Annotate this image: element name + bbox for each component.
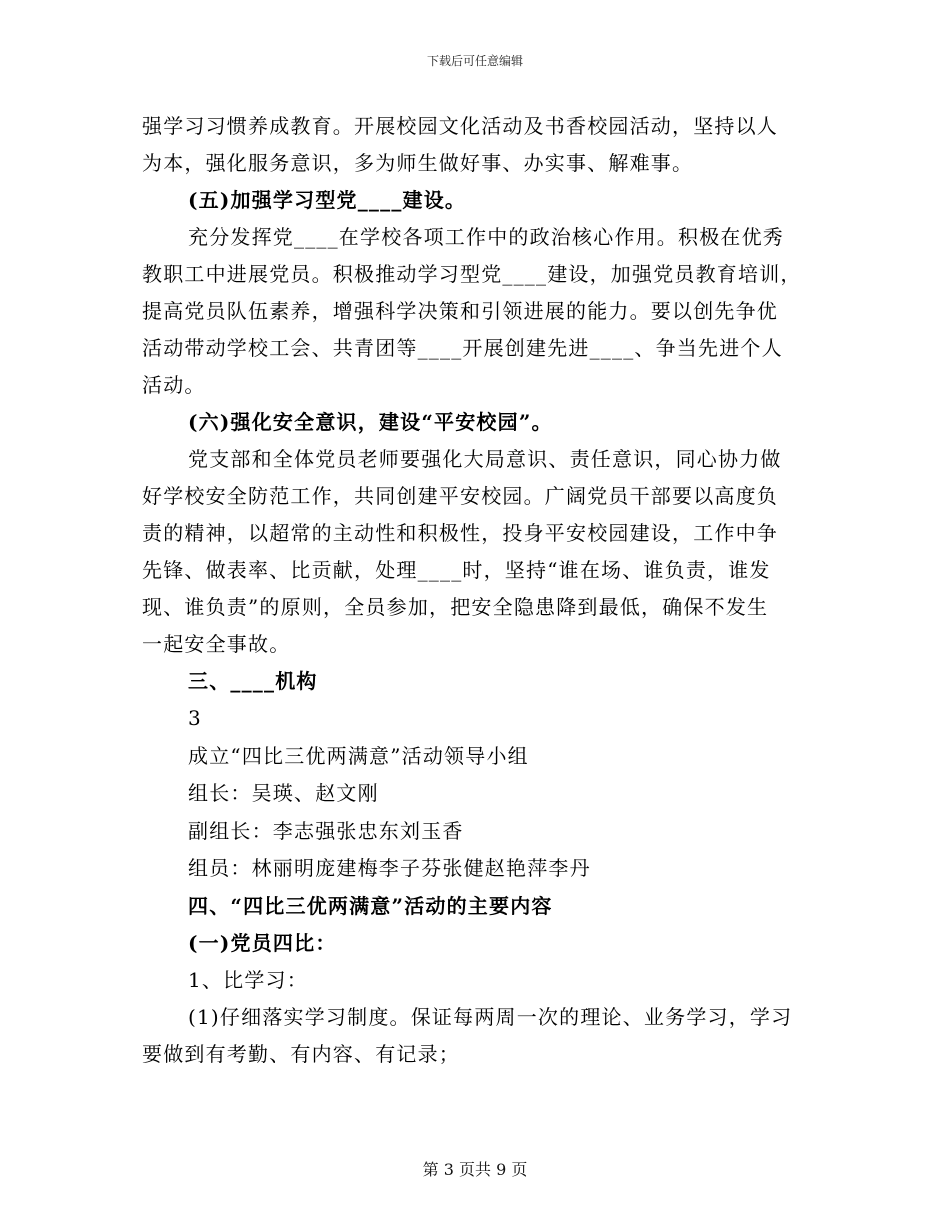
section-heading-6: (六)强化安全意识，建设“平安校园”。 [188,410,553,434]
paragraph-line: 活动带动学校工会、共青团等____开展创建先进____、争当先进个人 [142,336,783,360]
paragraph-line: (1)仔细落实学习制度。保证每两周一次的理论、业务学习，学习 [188,1004,793,1029]
paragraph-line: 要做到有考勤、有内容、有记录； [142,1041,460,1066]
page-footer: 第 3 页共 9 页 [422,1160,528,1179]
paragraph-line: 党支部和全体党员老师要强化大局意识、责任意识，同心协力做 [188,447,782,471]
document-body [142,108,804,1073]
subsection-heading-1: (一)党员四比： [188,930,337,955]
paragraph-line: 活动。 [142,373,206,397]
page-header: 下载后可任意编辑 [426,54,523,68]
paragraph-line: 1、比学习： [188,967,308,992]
paragraph-line: 一起安全事故。 [142,632,291,656]
section-heading-4: 四、“四比三优两满意”活动的主要内容 [188,893,553,918]
list-line: 3 [188,706,202,730]
paragraph-line: 先锋、做表率、比贡献，处理____时，坚持“谁在场、谁负责，谁发 [142,558,771,582]
paragraph-line: 好学校安全防范工作，共同创建平安校园。广阔党员干部要以高度负 [142,484,778,508]
paragraph-line: 强学习习惯养成教育。开展校园文化活动及书香校园活动，坚持以人 [142,114,778,138]
section-heading-3: 三、____机构 [188,669,318,693]
list-line: 成立“四比三优两满意”活动领导小组 [188,743,529,768]
paragraph-line: 现、谁负责”的原则，全员参加，把安全隐患降到最低，确保不发生 [142,595,769,619]
list-line: 组长：吴瑛、赵文刚 [188,781,379,805]
list-line: 组员：林丽明庞建梅李子芬张健赵艳萍李丹 [188,856,591,880]
paragraph-line: 充分发挥党____在学校各项工作中的政治核心作用。积极在优秀 [188,225,784,249]
paragraph-line: 责的精神，以超常的主动性和积极性，投身平安校园建设，工作中争 [142,521,778,545]
section-heading-5: (五)加强学习型党____建设。 [188,188,467,212]
list-line: 副组长：李志强张忠东刘玉香 [188,818,464,843]
paragraph-line: 提高党员队伍素养，增强科学决策和引领进展的能力。要以创先争优 [142,299,778,323]
paragraph-line: 教职工中进展党员。积极推动学习型党____建设，加强党员教育培训， [142,262,802,286]
paragraph-line: 为本，强化服务意识，多为师生做好事、办实事、解难事。 [142,151,694,175]
